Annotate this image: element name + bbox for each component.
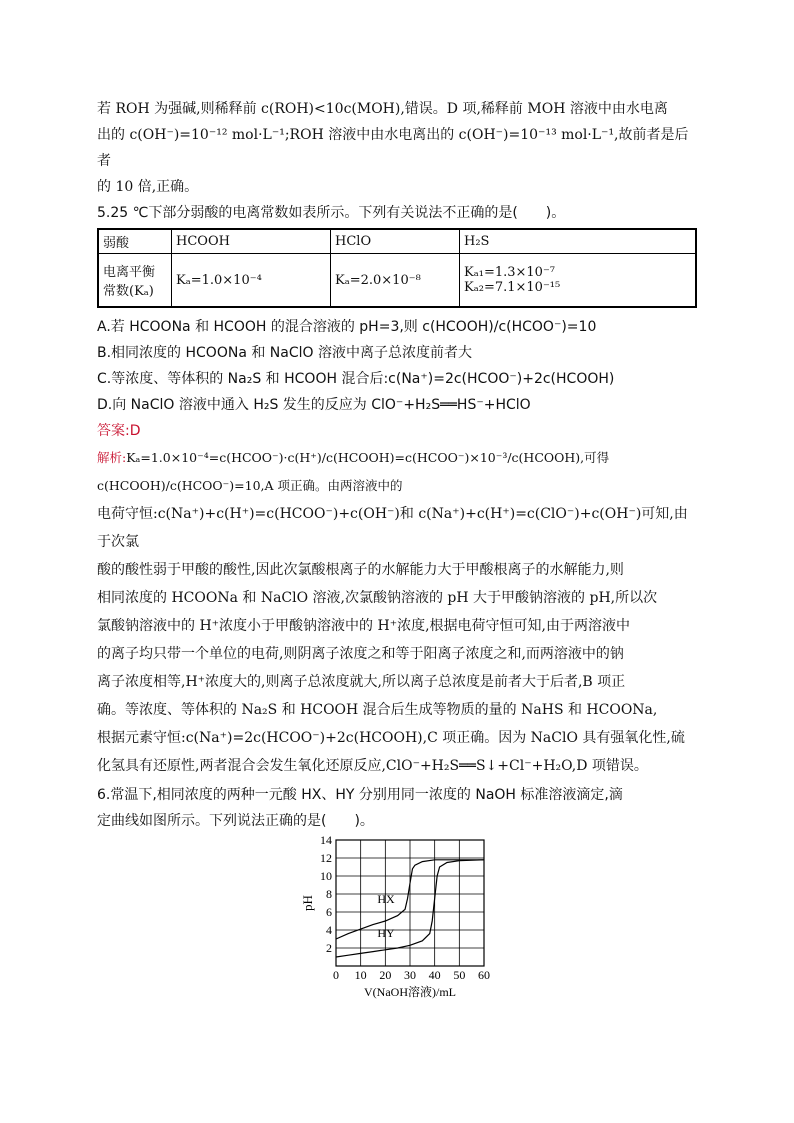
ka-table — [97, 228, 697, 308]
explanation-line-9: 根据元素守恒:c(Na⁺)=2c(HCOO⁻)+2c(HCOOH),C 项正确。因为 NaClO 具有强氧化性,硫 — [97, 730, 685, 746]
page — [97, 96, 697, 834]
q6-stem-2: 定曲线如图所示。下列说法正确的是( )。 — [97, 813, 374, 829]
th-weak-acid: 弱酸 — [98, 229, 172, 254]
td-ka-h2s — [460, 254, 697, 308]
ka1-h2s: Kₐ₁=1.3×10⁻⁷ — [464, 265, 556, 280]
x-tick-label: 0 — [333, 968, 339, 982]
td-ka-hcooh: Kₐ=1.0×10⁻⁴ — [172, 254, 331, 308]
answer: 答案:D — [97, 423, 141, 439]
explanation-line-10: 化氢具有还原性,两者混合会发生氧化还原反应,ClO⁻+H₂S══S↓+Cl⁻+H₂O,D 项错误。 — [97, 758, 648, 774]
x-tick-label: 10 — [354, 968, 367, 982]
chart-grid — [336, 840, 484, 966]
explanation-line-8: 确。等浓度、等体积的 Na₂S 和 HCOOH 混合后生成等物质的量的 NaHS 和 HCOONa, — [97, 702, 658, 718]
y-tick-label: 8 — [326, 887, 332, 901]
q5-stem: 5.25 ℃下部分弱酸的电离常数如表所示。下列有关说法不正确的是( )。 — [97, 205, 566, 221]
option-b: B.相同浓度的 HCOONa 和 NaClO 溶液中离子总浓度前者大 — [97, 345, 472, 361]
carry-line-1: 若 ROH 为强碱,则稀释前 c(ROH)<10c(MOH),错误。D 项,稀释前 MOH 溶液中由水电离 — [97, 101, 668, 117]
y-axis-label: pH — [300, 895, 315, 911]
explanation-line-1 — [97, 444, 697, 500]
series-label-hy: HY — [377, 926, 395, 941]
y-tick-label: 14 — [320, 833, 332, 847]
explanation-line-3: 酸的酸性弱于甲酸的酸性,因此次氯酸根离子的水解能力大于甲酸根离子的水解能力,则 — [97, 562, 624, 578]
option-c: C.等浓度、等体积的 Na₂S 和 HCOOH 混合后:c(Na⁺)=2c(HCOO⁻)+2c(HCOOH) — [97, 371, 615, 387]
titration-chart — [300, 828, 500, 1008]
explanation-line-2: 电荷守恒:c(Na⁺)+c(H⁺)=c(HCOO⁻)+c(OH⁻)和 c(Na⁺)+c(H⁺)=c(ClO⁻)+c(OH⁻)可知,由于次氯 — [97, 506, 688, 550]
series-label-hx: HX — [377, 892, 395, 906]
td-ka-label: 电离平衡常数(Kₐ) — [98, 254, 172, 308]
explanation-line-6: 的离子均只带一个单位的电荷,则阴离子浓度之和等于阳离子浓度之和,而两溶液中的钠 — [97, 646, 624, 662]
option-d: D.向 NaClO 溶液中通入 H₂S 发生的反应为 ClO⁻+H₂S══HS⁻+HClO — [97, 397, 531, 413]
x-tick-label: 40 — [428, 968, 441, 982]
x-tick-label: 60 — [478, 968, 490, 982]
th-hclo: HClO — [331, 229, 460, 254]
explanation-text-1: Kₐ=1.0×10⁻⁴=c(HCOO⁻)·c(H⁺)/c(HCOOH)=c(HCOO⁻)×10⁻³/c(HCOOH),可得c(HCOOH)/c(HCOO⁻)=10,A 项正确。由两溶液中的 — [97, 450, 610, 493]
explanation-line-5: 氯酸钠溶液中的 H⁺浓度小于甲酸钠溶液中的 H⁺浓度,根据电荷守恒可知,由于两溶液中 — [97, 618, 630, 634]
td-ka-hclo: Kₐ=2.0×10⁻⁸ — [331, 254, 460, 308]
y-tick-label: 6 — [326, 905, 332, 919]
ka2-h2s: Kₐ₂=7.1×10⁻¹⁵ — [464, 280, 561, 295]
explanation-label: 解析: — [97, 450, 127, 465]
y-tick-label: 2 — [326, 941, 332, 955]
x-tick-label: 30 — [404, 968, 416, 982]
option-a: A.若 HCOONa 和 HCOOH 的混合溶液的 pH=3,则 c(HCOOH)/c(HCOO⁻)=10 — [97, 319, 597, 335]
q6-stem-1: 6.常温下,相同浓度的两种一元酸 HX、HY 分别用同一浓度的 NaOH 标准溶液滴定,滴 — [97, 787, 623, 803]
x-tick-label: 50 — [453, 968, 466, 982]
th-h2s: H₂S — [460, 229, 697, 254]
x-tick-label: 20 — [379, 968, 392, 982]
x-axis-label: V(NaOH溶液)/mL — [364, 985, 456, 999]
y-tick-label: 10 — [320, 869, 332, 883]
carry-line-2: 出的 c(OH⁻)=10⁻¹² mol·L⁻¹;ROH 溶液中由水电离出的 c(OH⁻)=10⁻¹³ mol·L⁻¹,故前者是后者 — [97, 127, 689, 169]
explanation-line-7: 离子浓度相等,H⁺浓度大的,则离子总浓度就大,所以离子总浓度是前者大于后者,B 项正 — [97, 674, 626, 690]
y-tick-label: 12 — [320, 851, 332, 865]
carry-line-3: 的 10 倍,正确。 — [97, 179, 199, 195]
th-hcooh: HCOOH — [172, 229, 331, 254]
y-tick-label: 4 — [326, 923, 332, 937]
explanation-line-4: 相同浓度的 HCOONa 和 NaClO 溶液,次氯酸钠溶液的 pH 大于甲酸钠溶液的 pH,所以次 — [97, 590, 658, 606]
